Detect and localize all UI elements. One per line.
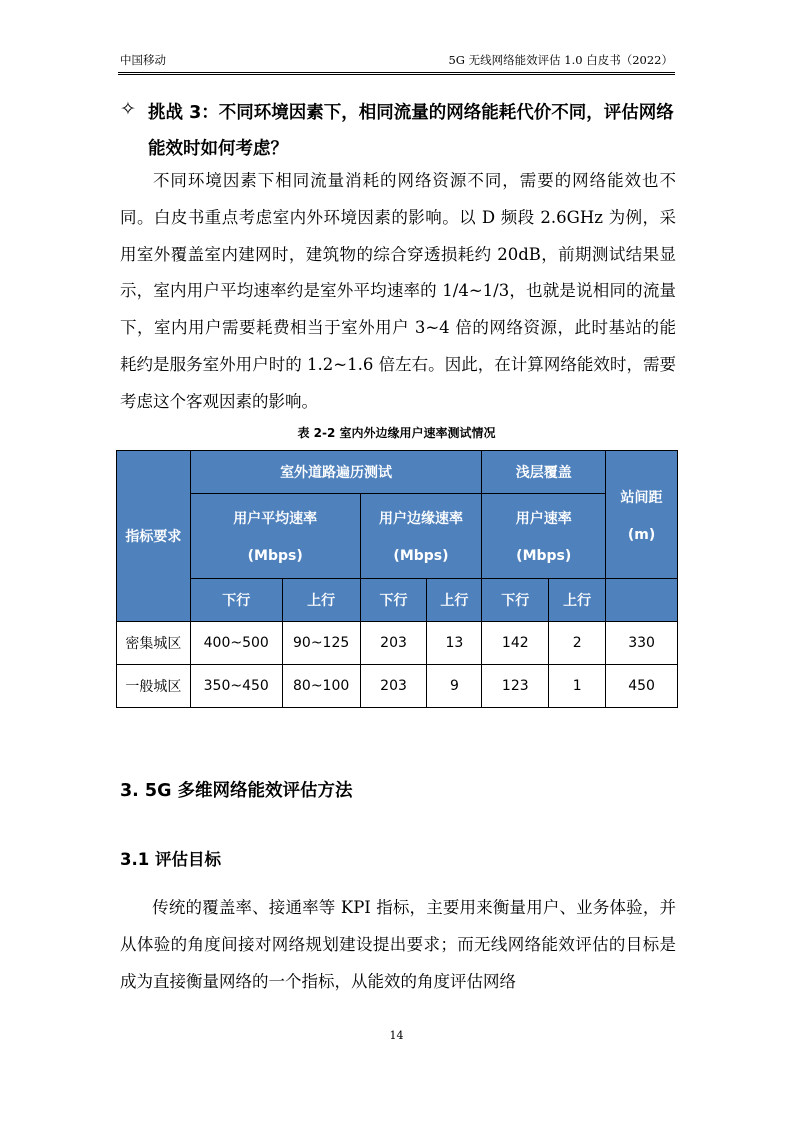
table-cell: 80~100 — [282, 665, 360, 708]
table-cell: 350~450 — [190, 665, 282, 708]
table-cell: 13 — [427, 622, 482, 665]
table-cell: 90~125 — [282, 622, 360, 665]
header-avg-rate — [190, 494, 360, 579]
table-cell: 203 — [360, 622, 427, 665]
table-cell: 330 — [606, 622, 678, 665]
table-caption: 表 2-2 室内外边缘用户速率测试情况 — [297, 426, 496, 440]
header-org: 中国移动 — [120, 53, 166, 67]
header-rule — [118, 72, 675, 75]
page-number: 14 — [389, 1029, 404, 1042]
header-doc-title: 5G 无线网络能效评估 1.0 白皮书（2022） — [448, 53, 673, 67]
table-row — [117, 622, 678, 665]
paragraph-2 — [120, 890, 676, 1000]
header-avg-rate-label: 用户平均速率 — [233, 511, 318, 527]
header-edge-rate — [360, 494, 482, 579]
header-uplink: 上行 — [427, 579, 482, 622]
table-cell: 400~500 — [190, 622, 282, 665]
header-user-rate-label: 用户速率 — [515, 511, 572, 527]
table-cell: 123 — [482, 665, 549, 708]
header-downlink: 下行 — [482, 579, 549, 622]
header-shallow-coverage: 浅层覆盖 — [482, 451, 606, 494]
header-downlink: 下行 — [190, 579, 282, 622]
header-uplink: 上行 — [282, 579, 360, 622]
header-downlink: 下行 — [360, 579, 427, 622]
paragraph-1 — [120, 163, 676, 421]
challenge-title: 挑战 3：不同环境因素下，相同流量的网络能耗代价不同，评估网络能效时如何考虑？ — [148, 103, 674, 159]
header-avg-rate-unit: (Mbps) — [247, 548, 303, 564]
header-site-distance-unit: (m) — [627, 526, 656, 543]
section-3-heading: 3. 5G 多维网络能效评估方法 — [120, 781, 353, 801]
paragraph-1-text: 不同环境因素下相同流量消耗的网络资源不同，需要的网络能效也不同。白皮书重点考虑室内外环境因素的影响。以 D 频段 2.6GHz 为例，采用室外覆盖室内建网时，建筑物的综合穿透损耗约 20dB，前期测试结果显示，室内用户平均速率约是室外平均速率的 1/4~1/3，也就是说相同的流量下，室内用户需要耗费相当于室外用户 3~4 倍的网络资源，此时基站的能耗约是服务室外用户时的 1.2~1.6 倍左右。因此，在计算网络能效时，需要考虑这个客观因素的影响。 — [120, 171, 676, 411]
header-outdoor-test: 室外道路遍历测试 — [190, 451, 482, 494]
row-label: 一般城区 — [117, 665, 191, 708]
header-edge-rate-label: 用户边缘速率 — [378, 511, 463, 527]
diamond-bullet-icon: ✧ — [120, 98, 136, 120]
header-site-distance-label: 站间距 — [620, 489, 663, 506]
paragraph-2-text: 传统的覆盖率、接通率等 KPI 指标，主要用来衡量用户、业务体验，并从体验的角度间接对网络规划建设提出要求；而无线网络能效评估的目标是成为直接衡量网络的一个指标，从能效的角度评估网络 — [120, 898, 676, 991]
header-edge-rate-unit: (Mbps) — [393, 548, 449, 564]
table-row — [117, 665, 678, 708]
header-uplink: 上行 — [549, 579, 606, 622]
row-label: 密集城区 — [117, 622, 191, 665]
section-3-1-heading: 3.1 评估目标 — [120, 850, 221, 869]
table-cell: 9 — [427, 665, 482, 708]
header-site-distance-filler — [606, 579, 678, 622]
header-user-rate — [482, 494, 606, 579]
header-indicator: 指标要求 — [117, 451, 191, 622]
rate-table — [116, 450, 678, 708]
header-user-rate-unit: (Mbps) — [516, 548, 572, 564]
table-cell: 450 — [606, 665, 678, 708]
table-cell: 203 — [360, 665, 427, 708]
table-cell: 1 — [549, 665, 606, 708]
table-cell: 142 — [482, 622, 549, 665]
table-cell: 2 — [549, 622, 606, 665]
header-site-distance — [606, 451, 678, 579]
